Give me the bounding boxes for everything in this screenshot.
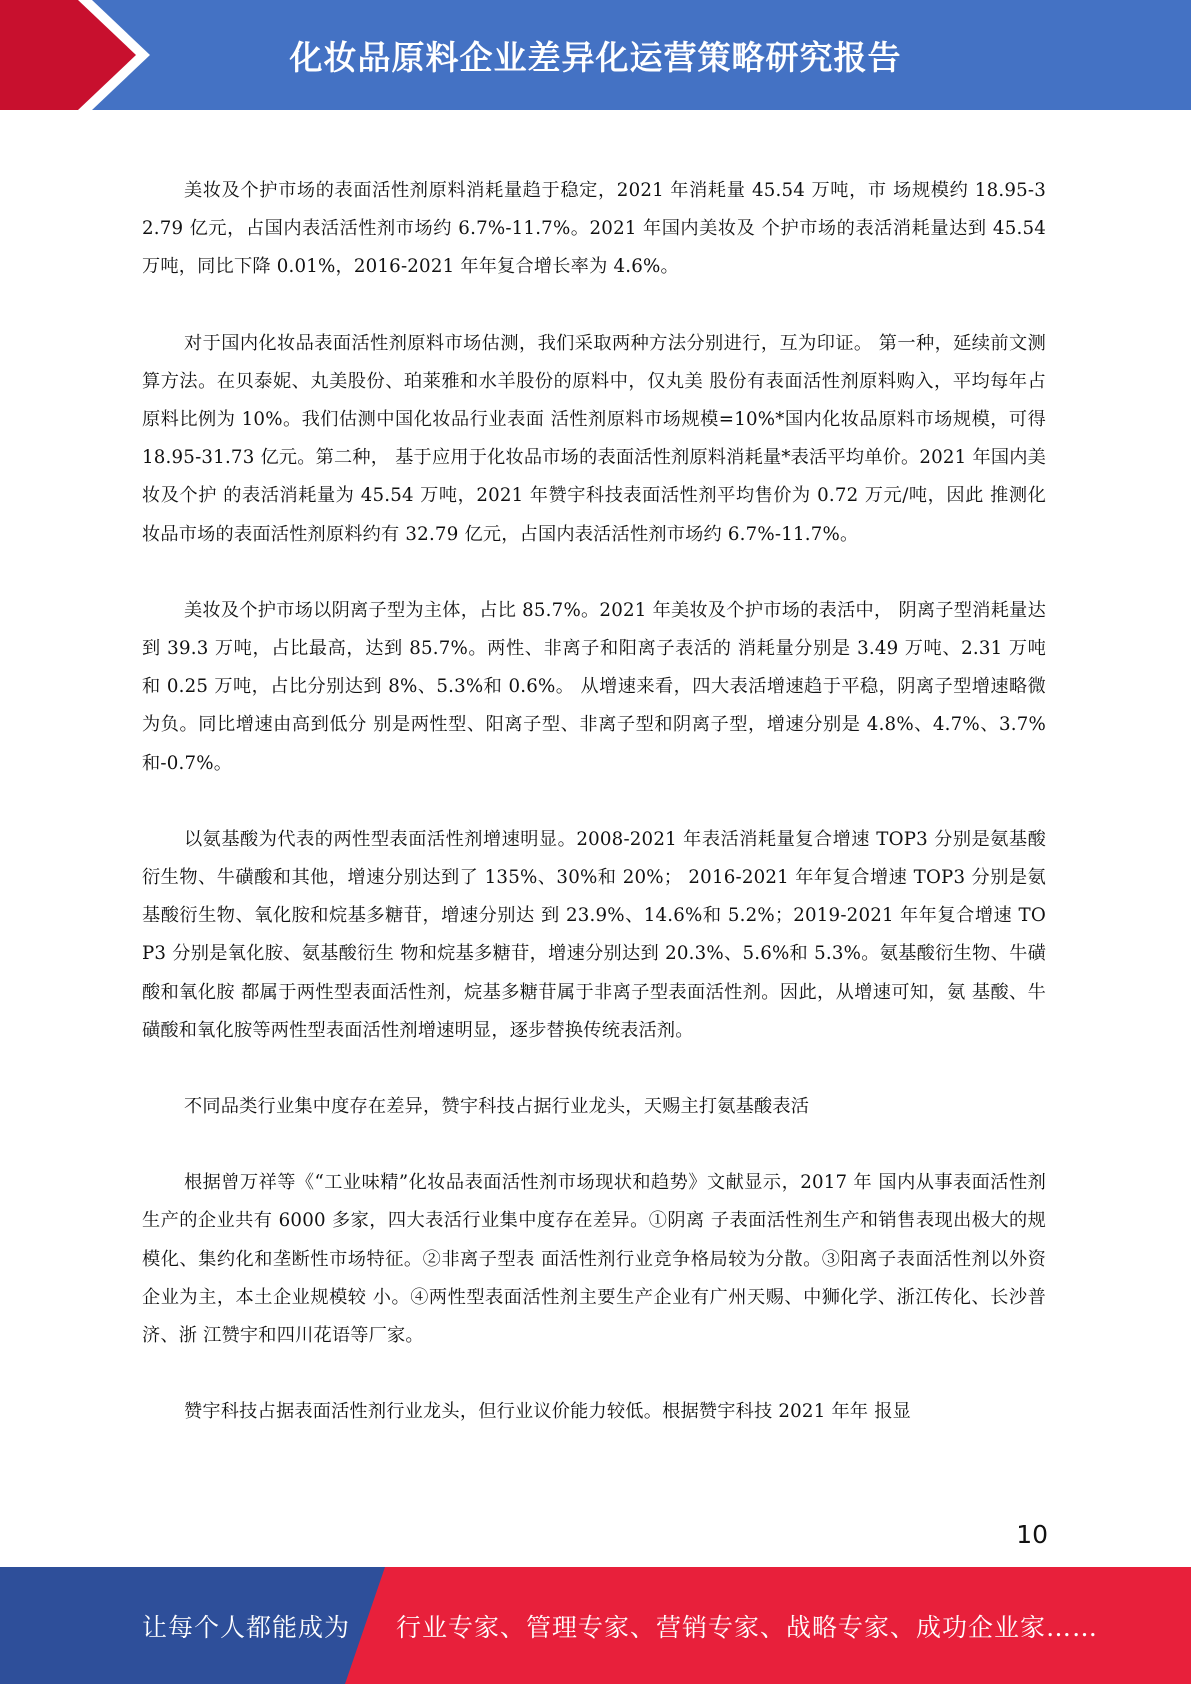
page-number: 10 bbox=[1016, 1520, 1048, 1549]
header-chevron-icon bbox=[0, 0, 160, 110]
paragraph-amphoteric-growth: 以氨基酸为代表的两性型表面活性剂增速明显。2008-2021 年表活消耗量复合增速 TOP3 分别是氨基酸衍生物、牛磺酸和其他，增速分别达到了 135%、30%和 20%； 2016-2021 年年复合增速 TOP3 分别是氨基酸衍生物、氧化胺和烷基多糖苷，增速分别达 到 23.9%、14.6%和 5.2%；2019-2021 年年复合增速 TOP3 分别是氧化胺、氨基酸衍生 物和烷基多糖苷，增速分别达到 20.3%、5.6%和 5.3%。氨基酸衍生物、牛磺酸和氧化胺 都属于两性型表面活性剂，烷基多糖苷属于非离子型表面活性剂。因此，从增速可知，氨 基酸、牛磺酸和氧化胺等两性型表面活性剂增速明显，逐步替换传统表活剂。 bbox=[142, 828, 1046, 1041]
footer-slogan-left: 让每个人都能成为 bbox=[142, 1612, 351, 1642]
report-title: 化妆品原料企业差异化运营策略研究报告 bbox=[289, 37, 902, 77]
paragraph-market-estimation: 对于国内化妆品表面活性剂原料市场估测，我们采取两种方法分别进行，互为印证。 第一种，延续前文测算方法。在贝泰妮、丸美股份、珀莱雅和水羊股份的原料中，仅丸美 股份有表面活性剂原料购入，平均每年占原料比例为 10%。我们估测中国化妆品行业表面 活性剂原料市场规模=10%*国内化妆品原料市场规模，可得 18.95-31.73 亿元。第二种， 基于应用于化妆品市场的表面活性剂原料消耗量*表活平均单价。2021 年国内美妆及个护 的表活消耗量为 45.54 万吨，2021 年赞宇科技表面活性剂平均售价为 0.72 万元/吨，因此 推测化妆品市场的表面活性剂原料约有 32.79 亿元，占国内表活活性剂市场约 6.7%-11.7%。 bbox=[142, 332, 1046, 545]
footer-banner bbox=[0, 1567, 1191, 1684]
paragraph-anionic-share: 美妆及个护市场以阴离子型为主体，占比 85.7%。2021 年美妆及个护市场的表活中， 阴离子型消耗量达到 39.3 万吨，占比最高，达到 85.7%。两性、非离子和阳离子表活的 消耗量分别是 3.49 万吨、2.31 万吨和 0.25 万吨，占比分别达到 8%、5.3%和 0.6%。 从增速来看，四大表活增速趋于平稳，阴离子型增速略微为负。同比增速由高到低分 别是两性型、阳离子型、非离子型和阴离子型，增速分别是 4.8%、4.7%、3.7%和-0.7%。 bbox=[142, 599, 1046, 774]
paragraph-zanyu-leader: 赞宇科技占据表面活性剂行业龙头，但行业议价能力较低。根据赞宇科技 2021 年年 报显 bbox=[184, 1401, 911, 1423]
header-bar bbox=[0, 0, 1191, 110]
paragraph-market-consumption: 美妆及个护市场的表面活性剂原料消耗量趋于稳定，2021 年消耗量 45.54 万吨，市 场规模约 18.95-32.79 亿元，占国内表活活性剂市场约 6.7%-11.7%。2021 年国内美妆及 个护市场的表活消耗量达到 45.54 万吨，同比下降 0.01%，2016-2021 年年复合增长率为 4.6%。 bbox=[142, 180, 1046, 278]
section-heading-concentration: 不同品类行业集中度存在差异，赞宇科技占据行业龙头，天赐主打氨基酸表活 bbox=[184, 1096, 810, 1118]
paragraph-industry-concentration: 根据曾万祥等《“工业味精”化妆品表面活性剂市场现状和趋势》文献显示，2017 年 国内从事表面活性剂生产的企业共有 6000 多家，四大表活行业集中度存在差异。①阴离 子表面活性剂生产和销售表现出极大的规模化、集约化和垄断性市场特征。②非离子型表 面活性剂行业竞争格局较为分散。③阳离子表面活性剂以外资企业为主，本土企业规模较 小。④两性型表面活性剂主要生产企业有广州天赐、中狮化学、浙江传化、长沙普济、浙 江赞宇和四川花语等厂家。 bbox=[142, 1172, 1046, 1347]
document-body bbox=[142, 172, 1046, 1431]
footer-slogan-right: 行业专家、管理专家、营销专家、战略专家、成功企业家…… bbox=[396, 1612, 1099, 1642]
